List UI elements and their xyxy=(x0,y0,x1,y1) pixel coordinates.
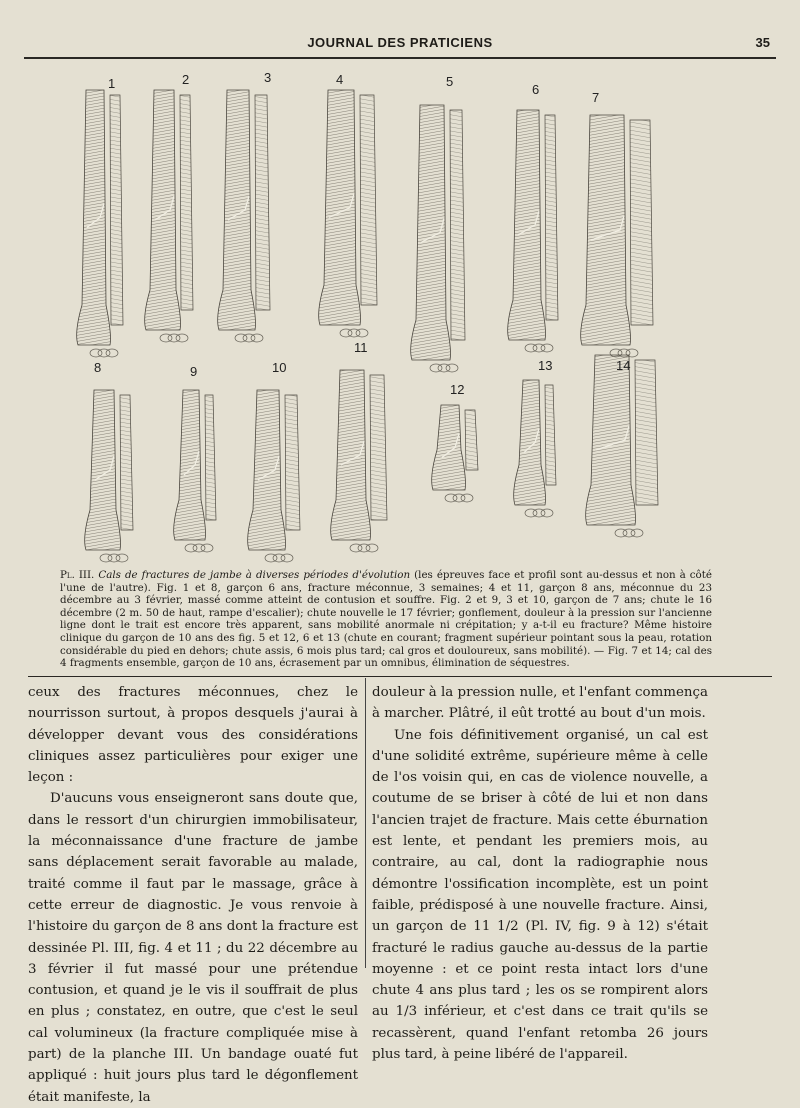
figure-number-3: 3 xyxy=(264,70,272,85)
plate-illustration xyxy=(60,70,680,570)
bone-figure-7 xyxy=(581,115,653,357)
figure-number-5: 5 xyxy=(446,74,454,89)
left-column xyxy=(28,682,358,1108)
bone-figure-6 xyxy=(508,110,558,352)
bone-figure-12 xyxy=(432,405,478,502)
bone-figure-2 xyxy=(145,90,193,342)
figure-number-12: 12 xyxy=(450,382,465,397)
figure-number-14: 14 xyxy=(616,358,631,373)
figure-number-11: 11 xyxy=(354,340,368,355)
bone-figure-10 xyxy=(248,390,300,562)
bone-figure-11 xyxy=(331,370,387,552)
left-paragraph-2: D'aucuns vous enseigneront sans doute que, dans le ressort d'un chirurgien immobilisateur, la méconnaissance d'une fracture de jambe sans déplacement serait favorable au malade, traité comme il faut par le massage, grâce à cette erreur de diagnostic. Je vous renvoie à l'histoire du garçon de 8 ans dont la fracture est dessinée Pl. III, fig. 4 et 11 ; du 22 décembre au 3 février il fut massé pour une prétendue contusion, et quand je le vis il souffrait de plus en plus ; constatez, en outre, que c'est le seul cal volumineux (la fracture compliquée mise à part) de la planche III. Un bandage ouaté fut appliqué : huit jours plus tard le dégonflement était manifeste, la xyxy=(28,791,358,1105)
figure-number-10: 10 xyxy=(272,360,287,375)
bone-figure-1 xyxy=(77,90,123,357)
figure-number-7: 7 xyxy=(592,90,600,105)
figure-number-9: 9 xyxy=(190,364,198,379)
bone-figure-8 xyxy=(85,390,133,562)
bone-figure-5 xyxy=(411,105,465,372)
figure-number-2: 2 xyxy=(182,72,190,87)
running-header xyxy=(24,33,776,59)
figure-number-6: 6 xyxy=(532,82,540,97)
figure-number-8: 8 xyxy=(94,360,102,375)
bone-figure-9 xyxy=(174,390,216,552)
figure-number-1: 1 xyxy=(108,76,116,91)
journal-title: JOURNAL DES PRATICIENS xyxy=(307,35,493,50)
column-separator xyxy=(365,678,366,968)
caption-body: (les épreuves face et profil sont au-dessus et non à côté l'une de l'autre). Fig. 1 et 8, garçon 6 ans, fracture méconnue, 3 semaines; 4 et 11, garçon 8 ans, méconnue du 23 décembre au 3 février, massé comme atteint de contusion et souffre. Fig. 2 et 9, 3 et 10, garçon de 7 ans; chute le 16 décembre (2 m. 50 de haut, rampe d'escalier); chute nouvelle le 17 février; gonflement, douleur à la pression sur l'ancienne ligne dont le trait est encore très apparent, sans mobilité anormale ni crépitation; y a-t-il eu fracture? Même histoire clinique du garçon de 10 ans des fig. 5 et 12, 6 et 13 (chute en courant; fragment supérieur pointant sous la peau, rotation considérable du pied en dehors; chute assis, 6 mois plus tard; cal gros et douloureux, sans mobilité). — Fig. 7 et 14; cal des 4 fragments ensemble, garçon de 10 ans, écrasement par un omnibus, élimination de séquestres. xyxy=(60,569,712,670)
caption-divider xyxy=(28,676,772,677)
right-paragraph-1: douleur à la pression nulle, et l'enfant commença à marcher. Plâtré, il eût trotté au bout d'un mois. xyxy=(372,685,708,722)
right-paragraph-2: Une fois définitivement organisé, un cal est d'une solidité extrême, supérieure même à celle de l'os voisin qui, en cas de violence nouvelle, a coutume de se briser à côté de lui et non dans l'ancien trajet de fracture. Mais cette éburnation est lente, et pendant les premiers mois, au contraire, au cal, dont la radiographie nous démontre l'ossification incomplète, est un point faible, prédisposé à une nouvelle fracture. Ainsi, un garçon de 11 1/2 (Pl. IV, fig. 9 à 12) s'était fracturé le radius gauche au-dessus de la partie moyenne : et ce point resta intact lors d'une chute 4 ans plus tard ; les os se rompirent alors au 1/3 inférieur, et c'est dans ce trait qu'ils se recassèrent, quand l'enfant retomba 26 jours plus tard, à peine libéré de l'appareil. xyxy=(372,727,708,1063)
caption-title: Cals de fractures de jambe à diverses périodes d'évolution xyxy=(98,569,411,581)
bottom-row-bones xyxy=(85,355,658,562)
figure-number-13: 13 xyxy=(538,358,553,373)
plate-caption xyxy=(60,569,712,670)
bone-figure-14 xyxy=(586,355,658,537)
left-paragraph-1: ceux des fractures méconnues, chez le nourrisson surtout, à propos desquels j'aurai à développer devant vous des considérations cliniques assez particulières pour exiger une leçon : xyxy=(28,685,358,786)
bone-figure-13 xyxy=(514,380,556,517)
page-number: 35 xyxy=(755,35,770,50)
bone-figure-4 xyxy=(319,90,377,337)
plate-label: Pl. III. xyxy=(60,569,95,581)
bone-figure-3 xyxy=(218,90,270,342)
right-column xyxy=(372,682,708,1065)
figure-number-4: 4 xyxy=(336,72,344,87)
top-row-bones xyxy=(77,90,653,372)
bone-drawings xyxy=(60,70,680,570)
